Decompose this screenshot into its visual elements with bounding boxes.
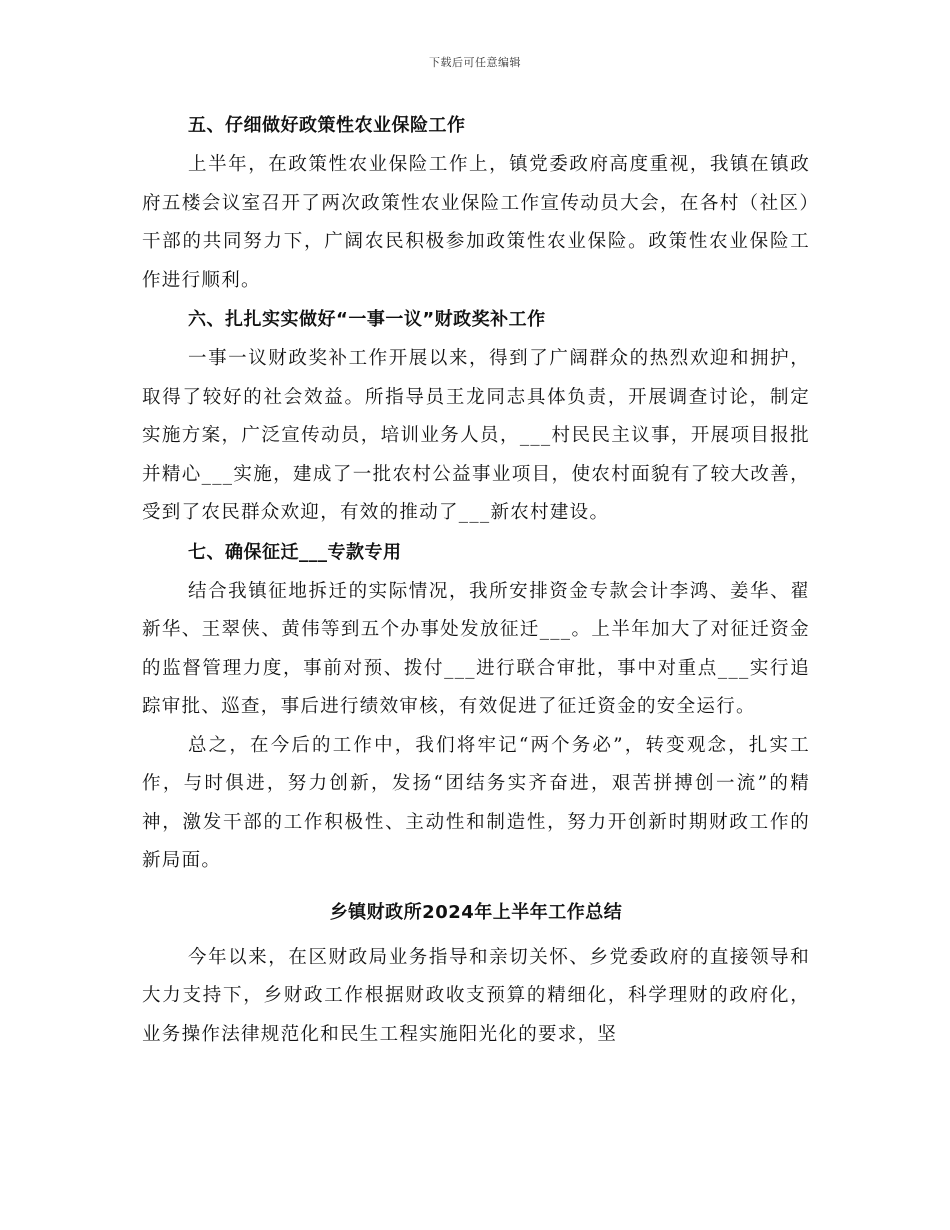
section-7-paragraph: 结合我镇征地拆迁的实际情况，我所安排资金专款会计李鸿、姜华、翟新华、王翠侠、黄伟等到五个办事处发放征迁___。上半年加大了对征迁资金的监督管理力度，事前对预、拨付___进行联合审批，事中对重点___实行追踪审批、巡查，事后进行绩效审核，有效促进了征迁资金的安全运行。 bbox=[142, 580, 810, 717]
section-heading-6: 六、扎扎实实做好“一事一议”财政奖补工作 bbox=[188, 309, 546, 330]
section-5-paragraph: 上半年，在政策性农业保险工作上，镇党委政府高度重视，我镇在镇政府五楼会议室召开了两次政策性农业保险工作宣传动员大会，在各村（社区）干部的共同努力下，广阔农民积极参加政策性农业保险。政策性农业保险工作进行顺利。 bbox=[142, 154, 810, 291]
intro-paragraph: 今年以来，在区财政局业务指导和亲切关怀、乡党委政府的直接领导和大力支持下，乡财政工作根据财政收支预算的精细化，科学理财的政府化，业务操作法律规范化和民生工程实施阳光化的要求，坚 bbox=[142, 946, 810, 1045]
section-heading-7: 七、确保征迁___专款专用 bbox=[188, 541, 402, 563]
conclusion-paragraph: 总之，在今后的工作中，我们将牢记“两个务必”，转变观念，扎实工作，与时俱进，努力创新，发扬“团结务实齐奋进，艰苦拼搏创一流”的精神，激发干部的工作积极性、主动性和制造性，努力开创新时期财政工作的新局面。 bbox=[142, 734, 810, 871]
document-body bbox=[142, 106, 810, 1054]
page-header: 下载后可任意编辑 bbox=[429, 56, 521, 69]
document-title: 乡镇财政所2024年上半年工作总结 bbox=[329, 901, 623, 923]
section-6-paragraph: 一事一议财政奖补工作开展以来，得到了广阔群众的热烈欢迎和拥护，取得了较好的社会效益。所指导员王龙同志具体负责，开展调查讨论，制定实施方案，广泛宣传动员，培训业务人员，___村民民主议事，开展项目报批并精心___实施，建成了一批农村公益事业项目，使农村面貌有了较大改善，受到了农民群众欢迎，有效的推动了___新农村建设。 bbox=[142, 348, 810, 523]
section-heading-5: 五、仔细做好政策性农业保险工作 bbox=[188, 115, 466, 136]
